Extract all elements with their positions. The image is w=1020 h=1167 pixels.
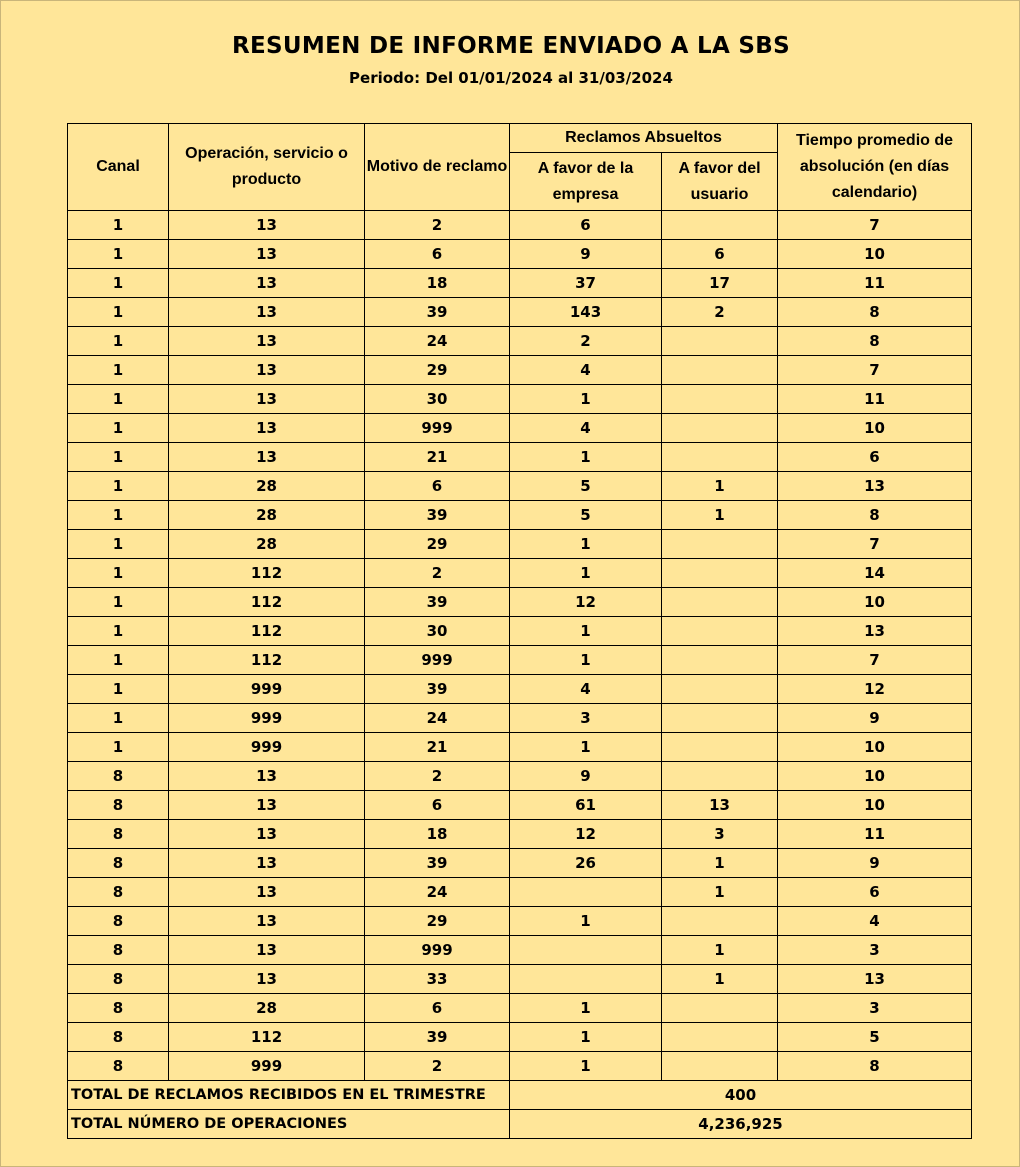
- tiempo-cell: 10: [778, 762, 972, 791]
- favor-usuario-cell: 1: [662, 936, 778, 965]
- canal-cell: 8: [68, 791, 169, 820]
- table-row: [68, 443, 972, 472]
- favor-usuario-cell: [662, 211, 778, 240]
- favor-empresa-cell: 6: [510, 211, 662, 240]
- tiempo-cell: 6: [778, 443, 972, 472]
- col-header-favor-empresa: A favor de la empresa: [510, 153, 662, 211]
- favor-empresa-cell: 2: [510, 327, 662, 356]
- tiempo-cell: 14: [778, 559, 972, 588]
- favor-usuario-cell: [662, 1023, 778, 1052]
- canal-cell: 1: [68, 530, 169, 559]
- canal-cell: 1: [68, 327, 169, 356]
- table-row: [68, 704, 972, 733]
- operacion-cell: 13: [169, 327, 365, 356]
- tiempo-cell: 10: [778, 414, 972, 443]
- favor-empresa-cell: [510, 965, 662, 994]
- favor-empresa-cell: 143: [510, 298, 662, 327]
- tiempo-cell: 6: [778, 878, 972, 907]
- canal-cell: 1: [68, 704, 169, 733]
- favor-usuario-cell: [662, 414, 778, 443]
- favor-empresa-cell: 26: [510, 849, 662, 878]
- motivo-cell: 30: [365, 617, 510, 646]
- table-row: [68, 298, 972, 327]
- tiempo-cell: 7: [778, 356, 972, 385]
- tiempo-cell: 9: [778, 704, 972, 733]
- favor-usuario-cell: [662, 994, 778, 1023]
- favor-empresa-cell: 1: [510, 1052, 662, 1081]
- operacion-cell: 112: [169, 646, 365, 675]
- col-header-favor-usuario: A favor del usuario: [662, 153, 778, 211]
- motivo-cell: 39: [365, 588, 510, 617]
- favor-empresa-cell: 4: [510, 356, 662, 385]
- favor-usuario-cell: [662, 443, 778, 472]
- operacion-cell: 13: [169, 965, 365, 994]
- favor-empresa-cell: [510, 936, 662, 965]
- motivo-cell: 6: [365, 240, 510, 269]
- motivo-cell: 2: [365, 1052, 510, 1081]
- motivo-cell: 18: [365, 269, 510, 298]
- canal-cell: 1: [68, 298, 169, 327]
- canal-cell: 1: [68, 414, 169, 443]
- tiempo-cell: 7: [778, 211, 972, 240]
- operacion-cell: 28: [169, 994, 365, 1023]
- motivo-cell: 39: [365, 298, 510, 327]
- canal-cell: 8: [68, 820, 169, 849]
- canal-cell: 8: [68, 762, 169, 791]
- canal-cell: 1: [68, 646, 169, 675]
- motivo-cell: 2: [365, 211, 510, 240]
- motivo-cell: 39: [365, 849, 510, 878]
- tiempo-cell: 7: [778, 530, 972, 559]
- operacion-cell: 999: [169, 675, 365, 704]
- favor-empresa-cell: 9: [510, 762, 662, 791]
- table-row: [68, 559, 972, 588]
- table-row: [68, 646, 972, 675]
- tiempo-cell: 5: [778, 1023, 972, 1052]
- motivo-cell: 6: [365, 791, 510, 820]
- tiempo-cell: 10: [778, 791, 972, 820]
- favor-empresa-cell: 1: [510, 530, 662, 559]
- favor-usuario-cell: 1: [662, 878, 778, 907]
- operacion-cell: 13: [169, 820, 365, 849]
- table-row: [68, 820, 972, 849]
- tiempo-cell: 11: [778, 269, 972, 298]
- motivo-cell: 999: [365, 936, 510, 965]
- table-row: [68, 1052, 972, 1081]
- favor-usuario-cell: [662, 1052, 778, 1081]
- table-row: [68, 530, 972, 559]
- operacion-cell: 13: [169, 907, 365, 936]
- favor-empresa-cell: 4: [510, 675, 662, 704]
- operacion-cell: 13: [169, 936, 365, 965]
- motivo-cell: 24: [365, 878, 510, 907]
- favor-usuario-cell: 1: [662, 501, 778, 530]
- motivo-cell: 21: [365, 443, 510, 472]
- motivo-cell: 39: [365, 501, 510, 530]
- motivo-cell: 33: [365, 965, 510, 994]
- motivo-cell: 29: [365, 356, 510, 385]
- table-row: [68, 211, 972, 240]
- operacion-cell: 13: [169, 762, 365, 791]
- canal-cell: 8: [68, 878, 169, 907]
- canal-cell: 1: [68, 211, 169, 240]
- total-reclamos-label: TOTAL DE RECLAMOS RECIBIDOS EN EL TRIMESTRE: [68, 1081, 510, 1110]
- favor-empresa-cell: 1: [510, 385, 662, 414]
- motivo-cell: 6: [365, 472, 510, 501]
- operacion-cell: 999: [169, 1052, 365, 1081]
- motivo-cell: 999: [365, 646, 510, 675]
- motivo-cell: 39: [365, 1023, 510, 1052]
- favor-empresa-cell: 9: [510, 240, 662, 269]
- canal-cell: 8: [68, 1023, 169, 1052]
- favor-empresa-cell: 1: [510, 646, 662, 675]
- total-operaciones-row: [68, 1110, 972, 1139]
- table-row: [68, 762, 972, 791]
- operacion-cell: 13: [169, 298, 365, 327]
- table-body: [68, 211, 972, 1081]
- canal-cell: 1: [68, 385, 169, 414]
- favor-empresa-cell: 12: [510, 820, 662, 849]
- favor-usuario-cell: 1: [662, 849, 778, 878]
- favor-empresa-cell: 1: [510, 617, 662, 646]
- operacion-cell: 28: [169, 472, 365, 501]
- total-reclamos-row: [68, 1081, 972, 1110]
- tiempo-cell: 11: [778, 385, 972, 414]
- tiempo-cell: 9: [778, 849, 972, 878]
- motivo-cell: 6: [365, 994, 510, 1023]
- canal-cell: 1: [68, 356, 169, 385]
- favor-usuario-cell: 1: [662, 472, 778, 501]
- operacion-cell: 999: [169, 733, 365, 762]
- tiempo-cell: 8: [778, 1052, 972, 1081]
- table-row: [68, 733, 972, 762]
- table-row: [68, 269, 972, 298]
- favor-usuario-cell: [662, 733, 778, 762]
- tiempo-cell: 13: [778, 965, 972, 994]
- operacion-cell: 13: [169, 356, 365, 385]
- table-row: [68, 385, 972, 414]
- col-header-operacion: Operación, servicio o producto: [169, 124, 365, 211]
- operacion-cell: 112: [169, 617, 365, 646]
- motivo-cell: 30: [365, 385, 510, 414]
- favor-usuario-cell: 13: [662, 791, 778, 820]
- claims-summary-table: [67, 123, 972, 1139]
- motivo-cell: 39: [365, 675, 510, 704]
- operacion-cell: 13: [169, 211, 365, 240]
- tiempo-cell: 8: [778, 298, 972, 327]
- operacion-cell: 112: [169, 588, 365, 617]
- table-row: [68, 849, 972, 878]
- tiempo-cell: 13: [778, 472, 972, 501]
- favor-usuario-cell: 1: [662, 965, 778, 994]
- table-row: [68, 965, 972, 994]
- favor-empresa-cell: 1: [510, 443, 662, 472]
- total-operaciones-label: TOTAL NÚMERO DE OPERACIONES: [68, 1110, 510, 1139]
- canal-cell: 8: [68, 849, 169, 878]
- canal-cell: 8: [68, 936, 169, 965]
- table-row: [68, 240, 972, 269]
- operacion-cell: 112: [169, 1023, 365, 1052]
- total-reclamos-value: 400: [510, 1081, 972, 1110]
- favor-usuario-cell: [662, 385, 778, 414]
- motivo-cell: 29: [365, 530, 510, 559]
- motivo-cell: 2: [365, 762, 510, 791]
- tiempo-cell: 11: [778, 820, 972, 849]
- favor-usuario-cell: 17: [662, 269, 778, 298]
- favor-usuario-cell: [662, 762, 778, 791]
- tiempo-cell: 10: [778, 588, 972, 617]
- canal-cell: 8: [68, 1052, 169, 1081]
- favor-empresa-cell: 5: [510, 501, 662, 530]
- operacion-cell: 13: [169, 269, 365, 298]
- favor-usuario-cell: [662, 617, 778, 646]
- canal-cell: 1: [68, 617, 169, 646]
- table-row: [68, 994, 972, 1023]
- col-header-motivo: Motivo de reclamo: [365, 124, 510, 211]
- favor-usuario-cell: [662, 588, 778, 617]
- operacion-cell: 13: [169, 849, 365, 878]
- favor-empresa-cell: 1: [510, 733, 662, 762]
- canal-cell: 1: [68, 588, 169, 617]
- operacion-cell: 13: [169, 385, 365, 414]
- favor-empresa-cell: 3: [510, 704, 662, 733]
- tiempo-cell: 10: [778, 240, 972, 269]
- favor-empresa-cell: 4: [510, 414, 662, 443]
- tiempo-cell: 8: [778, 327, 972, 356]
- operacion-cell: 13: [169, 878, 365, 907]
- operacion-cell: 13: [169, 791, 365, 820]
- canal-cell: 1: [68, 240, 169, 269]
- canal-cell: 1: [68, 559, 169, 588]
- canal-cell: 8: [68, 907, 169, 936]
- report-title: RESUMEN DE INFORME ENVIADO A LA SBS: [232, 33, 790, 59]
- table-row: [68, 878, 972, 907]
- canal-cell: 1: [68, 675, 169, 704]
- favor-usuario-cell: 3: [662, 820, 778, 849]
- favor-empresa-cell: 12: [510, 588, 662, 617]
- motivo-cell: 29: [365, 907, 510, 936]
- favor-empresa-cell: 1: [510, 994, 662, 1023]
- report-period: Periodo: Del 01/01/2024 al 31/03/2024: [349, 69, 673, 87]
- motivo-cell: 24: [365, 704, 510, 733]
- canal-cell: 1: [68, 443, 169, 472]
- favor-empresa-cell: 1: [510, 1023, 662, 1052]
- favor-usuario-cell: [662, 675, 778, 704]
- table-row: [68, 1023, 972, 1052]
- operacion-cell: 13: [169, 414, 365, 443]
- favor-empresa-cell: 61: [510, 791, 662, 820]
- motivo-cell: 999: [365, 414, 510, 443]
- favor-empresa-cell: 1: [510, 907, 662, 936]
- tiempo-cell: 7: [778, 646, 972, 675]
- tiempo-cell: 10: [778, 733, 972, 762]
- table-row: [68, 356, 972, 385]
- col-header-reclamos-absueltos: Reclamos Absueltos: [510, 124, 778, 153]
- tiempo-cell: 12: [778, 675, 972, 704]
- motivo-cell: 21: [365, 733, 510, 762]
- motivo-cell: 24: [365, 327, 510, 356]
- favor-empresa-cell: 5: [510, 472, 662, 501]
- canal-cell: 1: [68, 733, 169, 762]
- motivo-cell: 2: [365, 559, 510, 588]
- table-row: [68, 472, 972, 501]
- operacion-cell: 13: [169, 240, 365, 269]
- favor-usuario-cell: 6: [662, 240, 778, 269]
- motivo-cell: 18: [365, 820, 510, 849]
- favor-empresa-cell: 37: [510, 269, 662, 298]
- favor-usuario-cell: 2: [662, 298, 778, 327]
- favor-usuario-cell: [662, 704, 778, 733]
- table-row: [68, 791, 972, 820]
- canal-cell: 1: [68, 269, 169, 298]
- canal-cell: 1: [68, 472, 169, 501]
- total-operaciones-value: 4,236,925: [510, 1110, 972, 1139]
- operacion-cell: 28: [169, 530, 365, 559]
- totals-section: [68, 1081, 972, 1139]
- canal-cell: 8: [68, 965, 169, 994]
- tiempo-cell: 3: [778, 994, 972, 1023]
- favor-usuario-cell: [662, 530, 778, 559]
- tiempo-cell: 4: [778, 907, 972, 936]
- table-row: [68, 907, 972, 936]
- favor-usuario-cell: [662, 646, 778, 675]
- operacion-cell: 112: [169, 559, 365, 588]
- table-row: [68, 936, 972, 965]
- table-row: [68, 327, 972, 356]
- operacion-cell: 13: [169, 443, 365, 472]
- table-row: [68, 501, 972, 530]
- table-row: [68, 588, 972, 617]
- favor-usuario-cell: [662, 356, 778, 385]
- col-header-canal: Canal: [68, 124, 169, 211]
- favor-usuario-cell: [662, 559, 778, 588]
- operacion-cell: 999: [169, 704, 365, 733]
- canal-cell: 8: [68, 994, 169, 1023]
- col-header-tiempo-promedio: Tiempo promedio de absolución (en días calendario): [778, 124, 972, 211]
- operacion-cell: 28: [169, 501, 365, 530]
- tiempo-cell: 13: [778, 617, 972, 646]
- favor-usuario-cell: [662, 327, 778, 356]
- favor-usuario-cell: [662, 907, 778, 936]
- canal-cell: 1: [68, 501, 169, 530]
- favor-empresa-cell: [510, 878, 662, 907]
- table-row: [68, 414, 972, 443]
- tiempo-cell: 3: [778, 936, 972, 965]
- tiempo-cell: 8: [778, 501, 972, 530]
- favor-empresa-cell: 1: [510, 559, 662, 588]
- table-row: [68, 675, 972, 704]
- table-row: [68, 617, 972, 646]
